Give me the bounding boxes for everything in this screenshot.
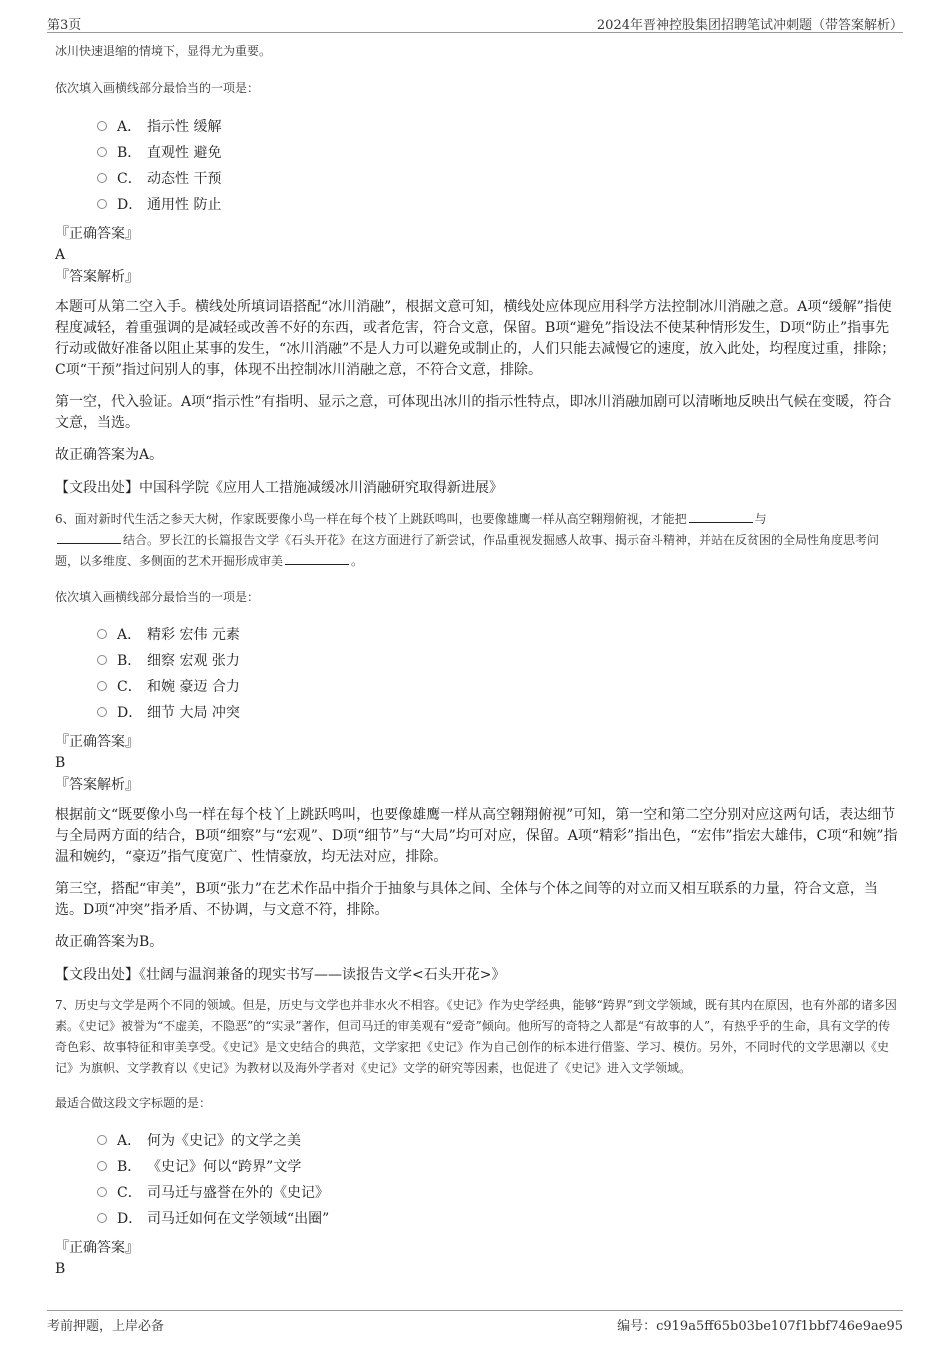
q5-option-a[interactable]: A． 指示性 缓解 (97, 114, 900, 140)
q5-stem-tail: 冰川快速退缩的情境下，显得尤为重要。 (55, 44, 272, 58)
footer-slogan: 考前押题，上岸必备 (47, 1319, 165, 1334)
page-footer (47, 1310, 903, 1335)
q5-option-b[interactable]: B． 直观性 避免 (97, 140, 900, 166)
radio-icon[interactable] (97, 629, 107, 639)
q6-answer: B (55, 755, 66, 771)
q6-option-d[interactable]: D． 细节 大局 冲突 (97, 700, 900, 726)
q5-option-d[interactable]: D． 通用性 防止 (97, 192, 900, 218)
q6-option-c[interactable]: C． 和婉 豪迈 合力 (97, 674, 900, 700)
radio-icon[interactable] (97, 1213, 107, 1223)
q6-stem: 6、面对新时代生活之参天大树，作家既要像小鸟一样在每个枝丫上跳跃鸣叫，也要像雄鹰一样从高空翱翔俯视，才能把 与 结合。罗长江的长篇报告文学《石头开花》在这方面进行了新尝试，作品重视发掘感人故事、揭示奋斗精神，并站在反贫困的全局性角度思考问题，以多维度、多侧面的艺术开掘形成审美 。 (55, 512, 880, 568)
q6-prompt: 依次填入画横线部分最恰当的一项是： (55, 590, 260, 604)
q7-options (55, 1128, 900, 1232)
q6-analysis-paragraph: 根据前文“既要像小鸟一样在每个枝丫上跳跃鸣叫，也要像雄鹰一样从高空翱翔俯视”可知，第一空和第二空分别对应这两句话，表达细节与全局两方面的结合，B项“细察”与“宏观”、D项“细节”与“大局”均可对应，保留。A项“精彩”指出色，“宏伟”指宏大雄伟，C项“和婉”指温和婉约，“豪迈”指气度宽广、性情豪放，均无法对应，排除。 (55, 807, 898, 865)
q7-answer: B (55, 1261, 66, 1277)
q5-answer: A (55, 247, 66, 263)
q6-option-a[interactable]: A． 精彩 宏伟 元素 (97, 622, 900, 648)
q5-option-c[interactable]: C． 动态性 干预 (97, 166, 900, 192)
q5-options (55, 114, 900, 218)
answer-blank (689, 510, 753, 523)
page-header (47, 12, 903, 33)
answer-blank (285, 552, 349, 565)
page-number: 第3页 (47, 18, 82, 33)
q6-option-b[interactable]: B． 细察 宏观 张力 (97, 648, 900, 674)
radio-icon[interactable] (97, 121, 107, 131)
radio-icon[interactable] (97, 681, 107, 691)
q7-option-a[interactable]: A． 何为《史记》的文学之美 (97, 1128, 900, 1154)
q6-answer-heading: 『正确答案』 (55, 734, 139, 750)
radio-icon[interactable] (97, 655, 107, 665)
radio-icon[interactable] (97, 173, 107, 183)
document-title: 2024年晋神控股集团招聘笔试冲刺题（带答案解析） (596, 18, 903, 33)
radio-icon[interactable] (97, 1161, 107, 1171)
q5-source: 【文段出处】中国科学院《应用人工措施减缓冰川消融研究取得新进展》 (55, 480, 503, 496)
q6-analysis-heading: 『答案解析』 (55, 777, 139, 793)
q6-options (55, 622, 900, 726)
q7-option-d[interactable]: D． 司马迁如何在文学领域“出圈” (97, 1206, 900, 1232)
radio-icon[interactable] (97, 707, 107, 717)
q7-stem: 7、历史与文学是两个不同的领域。但是，历史与文学也并非水火不相容。《史记》作为史学经典，能够“跨界”到文学领域，既有其内在原因，也有外部的诸多因素。《史记》被誉为“不虚美，不隐恶”的“实录”著作，但司马迁的审美观有“爱奇”倾向。他所写的奇特之人都是“有故事的人”，有热乎乎的生命，具有文学的传奇色彩、故事特征和审美享受。《史记》是文史结合的典范，文学家把《史记》作为自己创作的标本进行借鉴、学习、模仿。另外，不同时代的文学思潮以《史记》为旗帜、文学教育以《史记》为教材以及海外学者对《史记》文学的研究等因素，也促进了《史记》进入文学领域。 (55, 998, 897, 1075)
page-content (55, 40, 900, 1280)
radio-icon[interactable] (97, 1135, 107, 1145)
q5-analysis-paragraph: 本题可从第二空入手。横线处所填词语搭配“冰川消融”，根据文意可知，横线处应体现应用科学方法控制冰川消融之意。A项“缓解”指使程度减轻，着重强调的是减轻或改善不好的东西，或者危害，符合文意，保留。B项“避免”指设法不使某种情形发生，D项“防止”指事先行动或做好准备以阻止某事的发生，“冰川消融”不是人力可以避免或制止的，人们只能去减慢它的速度，放入此处，均程度过重，排除；C项“干预”指过问别人的事，体现不出控制冰川消融之意，不符合文意，排除。 (55, 299, 896, 378)
q7-answer-heading: 『正确答案』 (55, 1240, 139, 1256)
radio-icon[interactable] (97, 147, 107, 157)
document-id: 编号：c919a5ff65b03be107f1bbf746e9ae95 (617, 1319, 903, 1334)
q5-analysis-heading: 『答案解析』 (55, 269, 139, 285)
radio-icon[interactable] (97, 1187, 107, 1197)
q5-answer-heading: 『正确答案』 (55, 226, 139, 242)
q5-prompt: 依次填入画横线部分最恰当的一项是： (55, 81, 260, 95)
q6-analysis-paragraph: 第三空，搭配“审美”，B项“张力”在艺术作品中指介于抽象与具体之间、全体与个体之间等的对立而又相互联系的力量，符合文意，当选。D项“冲突”指矛盾、不协调，与文意不符，排除。 (55, 881, 878, 918)
q5-analysis-paragraph: 故正确答案为A。 (55, 447, 164, 463)
radio-icon[interactable] (97, 199, 107, 209)
q6-source: 【文段出处】《壮阔与温润兼备的现实书写——读报告文学<石头开花>》 (55, 967, 506, 983)
q7-option-b[interactable]: B． 《史记》何以“跨界”文学 (97, 1154, 900, 1180)
q5-analysis-paragraph: 第一空，代入验证。A项“指示性”有指明、显示之意，可体现出冰川的指示性特点，即冰川消融加剧可以清晰地反映出气候在变暖，符合文意，当选。 (55, 394, 892, 431)
q7-prompt: 最适合做这段文字标题的是： (55, 1096, 212, 1110)
q7-option-c[interactable]: C． 司马迁与盛誉在外的《史记》 (97, 1180, 900, 1206)
answer-blank (57, 531, 121, 544)
q6-analysis-paragraph: 故正确答案为B。 (55, 934, 164, 950)
